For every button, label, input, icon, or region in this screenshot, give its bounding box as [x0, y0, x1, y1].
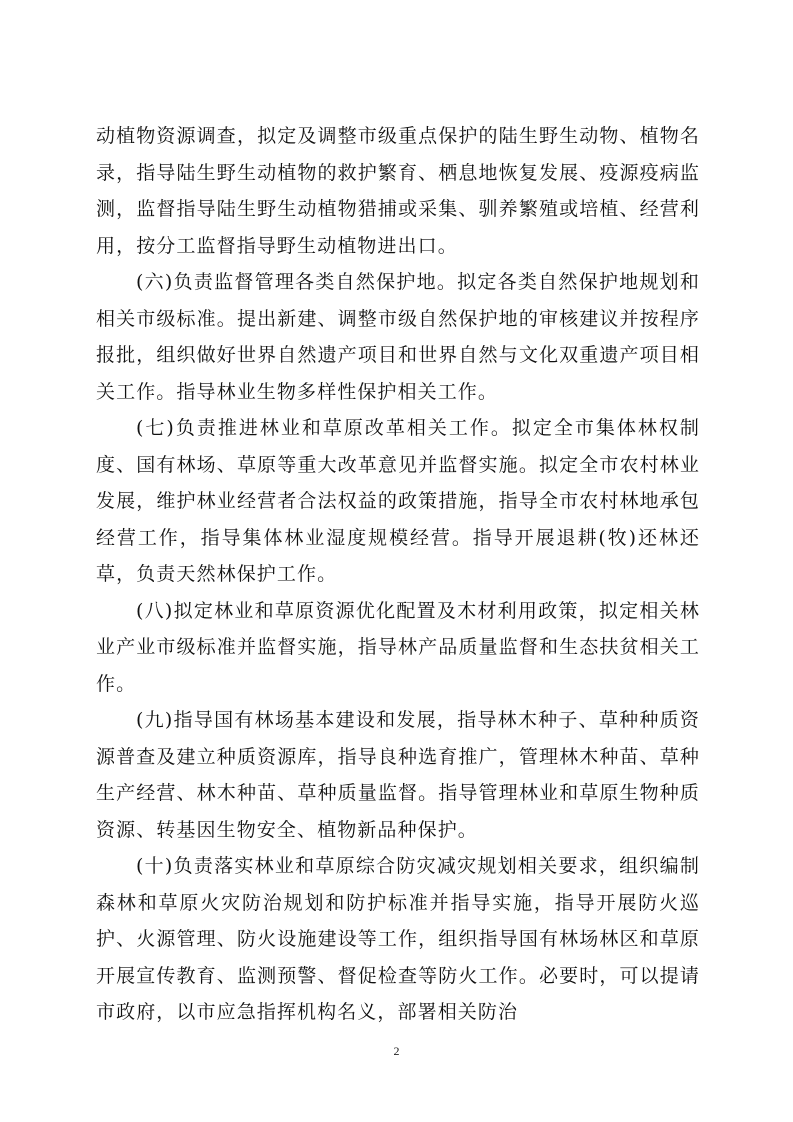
paragraph-item-8: (八)拟定林业和草原资源优化配置及木材利用政策，拟定相关林业产业市级标准并监督实施，指导林产品质量监督和生态扶贫相关工作。	[96, 599, 700, 695]
paragraph-item-9: (九)指导国有林场基本建设和发展，指导林木种子、草种种质资源普查及建立种质资源库，指导良种选育推广，管理林木种苗、草种生产经营、林木种苗、草种质量监督。指导管理林业和草原生物种质资源、转基因生物安全、植物新品种保护。	[96, 709, 700, 841]
paragraph-item-10: (十)负责落实林业和草原综合防灾减灾规划相关要求，组织编制森林和草原火灾防治规划和防护标准并指导实施，指导开展防火巡护、火源管理、防火设施建设等工作，组织指导国有林场林区和草原开展宣传教育、监测预警、督促检查等防火工作。必要时，可以提请市政府，以市应急指挥机构名义，部署相关防治	[96, 855, 700, 1023]
paragraph-item-7: (七)负责推进林业和草原改革相关工作。拟定全市集体林权制度、国有林场、草原等重大改革意见并监督实施。拟定全市农村林业发展，维护林业经营者合法权益的政策措施，指导全市农村林地承包经营工作，指导集体林业湿度规模经营。指导开展退耕(牧)还林还草，负责天然林保护工作。	[96, 417, 700, 585]
page-number: 2	[393, 1044, 400, 1058]
document-body	[96, 118, 700, 1031]
paragraph-item-6: (六)负责监督管理各类自然保护地。拟定各类自然保护地规划和相关市级标准。提出新建、调整市级自然保护地的审核建议并按程序报批，组织做好世界自然遗产项目和世界自然与文化双重遗产项目相关工作。指导林业生物多样性保护相关工作。	[96, 271, 700, 403]
paragraph-continued: 动植物资源调查，拟定及调整市级重点保护的陆生野生动物、植物名录，指导陆生野生动植物的救护繁育、栖息地恢复发展、疫源疫病监测，监督指导陆生野生动植物猎捕或采集、驯养繁殖或培植、经营利用，按分工监督指导野生动植物进出口。	[96, 125, 700, 257]
